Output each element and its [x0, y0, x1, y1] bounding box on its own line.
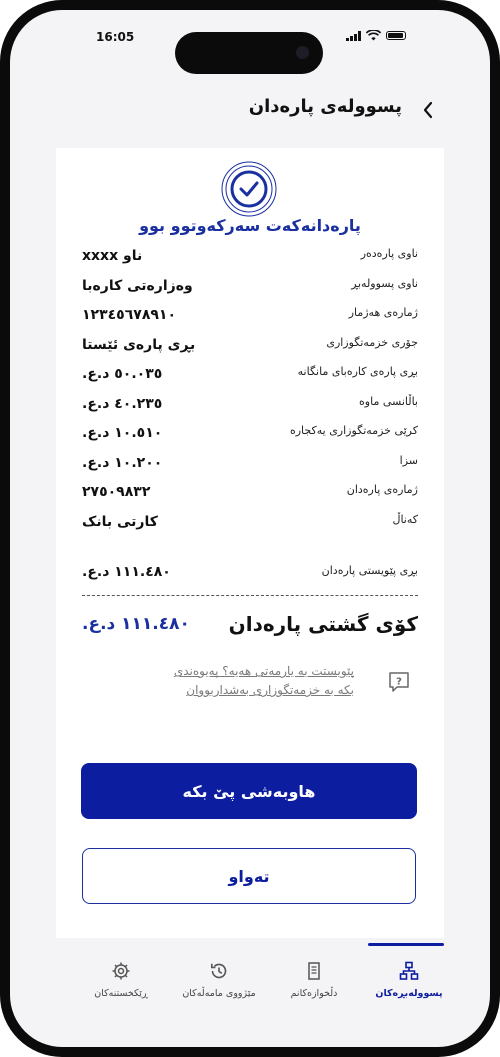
history-icon [209, 961, 229, 981]
wifi-icon [366, 30, 381, 41]
detail-label: ژمارەی هەژمار [348, 306, 418, 319]
success-message: پارەدانەکەت سەرکەوتوو بوو [139, 216, 361, 235]
success-check-icon [220, 160, 278, 218]
detail-value: وەزارەتی کارەبا [82, 277, 193, 294]
question-chat-icon [388, 671, 410, 693]
done-button[interactable]: تەواو [82, 848, 416, 904]
detail-row [82, 333, 418, 363]
detail-row [82, 274, 418, 304]
tab-favorites[interactable] [269, 961, 359, 1000]
detail-label: ناوی پارەدەر [360, 247, 418, 260]
hierarchy-icon [399, 961, 419, 981]
share-button[interactable]: هاوبەشی پێ بکە [81, 763, 417, 819]
document-icon [304, 961, 324, 981]
required-amount-label: بڕی پێویستی پارەدان [321, 564, 418, 577]
active-tab-indicator [368, 943, 444, 946]
detail-value: ٥٠.٠٣٥ د.ع. [82, 366, 163, 382]
detail-row [82, 392, 418, 422]
detail-value: ١٠.٥١٠ د.ع. [82, 425, 163, 441]
battery-icon [386, 31, 406, 40]
detail-label: کەناڵ [392, 512, 418, 526]
help-text[interactable] [174, 662, 354, 700]
detail-label: ژمارەی پارەدان [346, 483, 418, 496]
detail-label: باڵانسی ماوە [359, 394, 418, 408]
detail-label: کرێی خزمەتگوزاری یەکجارە [289, 424, 418, 437]
tab-label: ڕێکخستنەکان [94, 988, 148, 999]
gear-icon [111, 961, 131, 981]
status-time: 16:05 [96, 30, 135, 44]
tab-settings[interactable] [76, 961, 166, 1000]
detail-value: ناو xxxx [82, 248, 143, 264]
detail-row [82, 362, 418, 392]
detail-value: کارتی بانک [82, 513, 158, 530]
total-row [82, 610, 418, 642]
page-title: پسوولەی پارەدان [248, 96, 402, 117]
status-icons [346, 30, 406, 41]
dashed-divider [82, 595, 418, 596]
tab-label: مێژووی مامەڵەکان [182, 988, 256, 999]
detail-label: بڕی پارەی کارەبای مانگانە [297, 365, 418, 378]
detail-value: ١٠.٢٠٠ د.ع. [82, 454, 163, 471]
required-amount-value: ١١١.٤٨٠ د.ع. [82, 564, 171, 580]
signal-icon [346, 31, 361, 41]
status-bar [10, 10, 490, 60]
detail-label: سزا [399, 453, 418, 467]
tab-label: دڵخوازەکانم [290, 988, 338, 999]
detail-label: ناوی پسوولەبڕ [351, 276, 418, 290]
detail-value: ١٢٣٤٥٦٧٨٩١٠ [82, 307, 176, 323]
tab-label: پسوولەبڕەکان [375, 988, 443, 999]
help-text-line: پێویستت بە یارمەتی هەیە؟ پەیوەندی [173, 664, 354, 678]
total-value: ١١١.٤٨٠ د.ع. [82, 614, 190, 634]
help-link[interactable] [120, 662, 410, 702]
app-screen [10, 10, 490, 1047]
detail-row [82, 451, 418, 481]
camera-icon [296, 46, 309, 59]
tab-billers[interactable] [364, 961, 454, 1000]
bottom-tab-bar [56, 941, 444, 1011]
detail-value: ٢٧٥٠٩٨٣٢ [82, 484, 151, 500]
svg-text:?: ? [396, 676, 402, 688]
detail-row [82, 421, 418, 451]
detail-label: جۆری خزمەتگوزاری [326, 335, 418, 349]
detail-value: ٤٠.٢٣٥ د.ع. [82, 395, 163, 412]
header [10, 82, 490, 138]
detail-row [82, 480, 418, 510]
chevron-left-icon [422, 101, 434, 119]
detail-row [82, 510, 418, 540]
detail-row [82, 303, 418, 333]
total-label: کۆی گشتی پارەدان [228, 612, 418, 636]
detail-value: بڕی پارەی ئێستا [82, 336, 196, 353]
detail-row [82, 244, 418, 274]
receipt-details [82, 244, 418, 539]
help-text-line: بکە بە خزمەتگوزاری بەشداربووان [186, 683, 354, 697]
tab-history[interactable] [174, 961, 264, 1000]
dynamic-island [175, 32, 323, 74]
required-amount-row [82, 562, 418, 586]
back-button[interactable] [410, 92, 446, 128]
